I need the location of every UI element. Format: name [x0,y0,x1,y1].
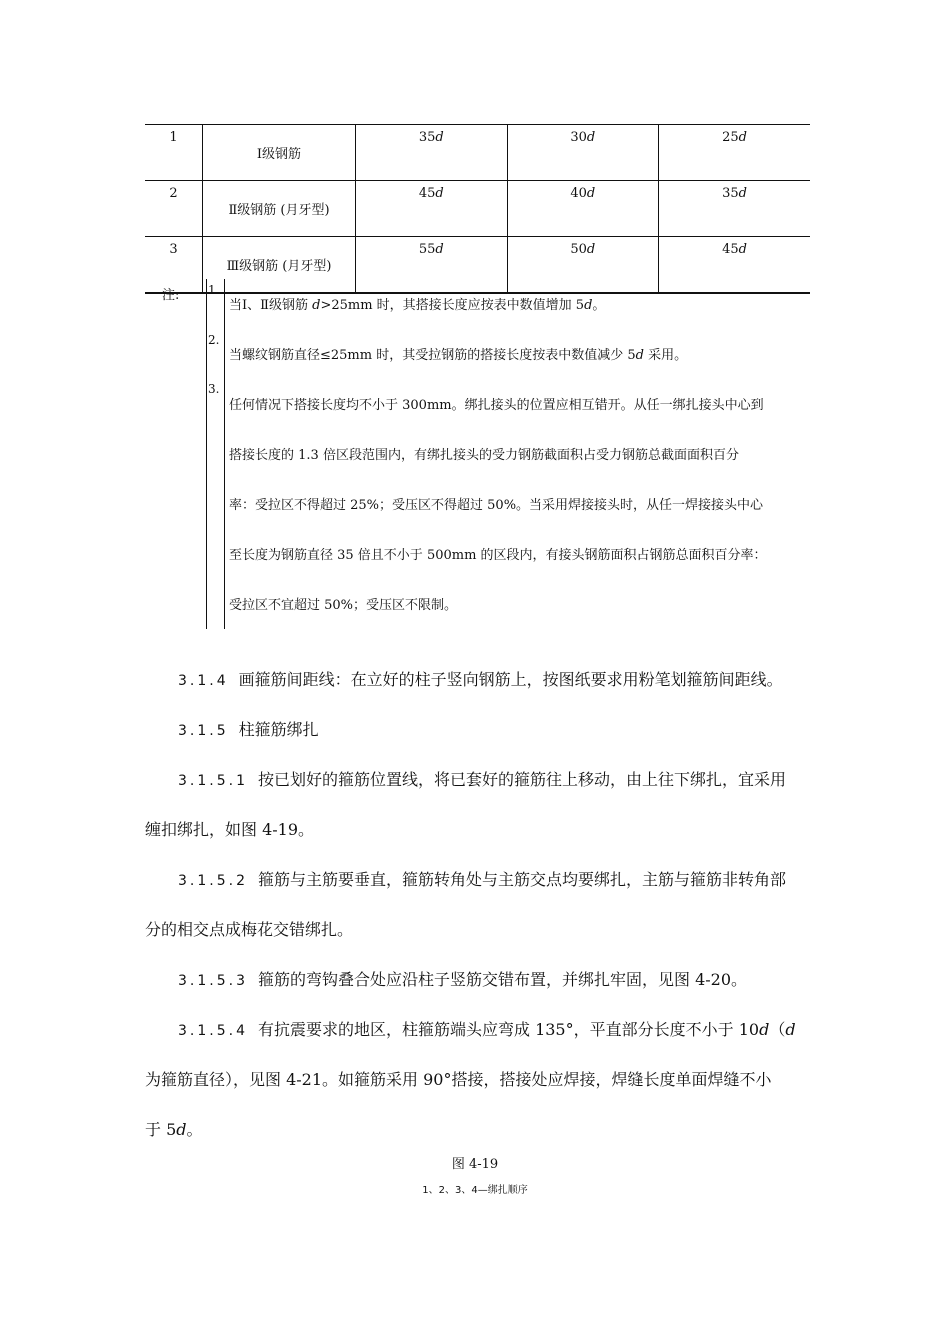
figure-title: 图 4-19 [451,1157,499,1172]
note-number: 1. [208,283,220,297]
notes-divider [206,279,207,629]
row-number: 1 [145,125,203,181]
lap-value: 35d [659,181,811,237]
note-2: 当螺纹钢筋直径≤25mm 时，其受拉钢筋的搭接长度按表中数值减少 5d 采用。 [229,348,688,363]
rebar-grade: Ⅰ级钢筋 [203,125,356,181]
lap-value: 30d [507,125,659,181]
section-3-1-5-1: 3.1.5.1 按已划好的箍筋位置线，将已套好的箍筋往上移动，由上往下绑扎，宜采用 [178,770,786,789]
lap-length-table [145,124,810,294]
lap-value: 25d [659,125,811,181]
note-3-line: 受拉区不宜超过 50%；受压区不限制。 [229,598,458,613]
note-3-line: 搭接长度的 1.3 倍区段范围内，有绑扎接头的受力钢筋截面积占受力钢筋总截面面积百分 [229,448,739,463]
lap-value: 50d [507,237,659,294]
section-3-1-5-1-cont: 缠扣绑扎，如图 4-19。 [145,820,315,839]
table-row [145,125,810,181]
section-3-1-5-3: 3.1.5.3 箍筋的弯钩叠合处应沿柱子竖筋交错布置，并绑扎牢固，见图 4-20。 [178,970,748,989]
section-3-1-5-4: 3.1.5.4 有抗震要求的地区，柱箍筋端头应弯成 135°，平直部分长度不小于 10d（d [178,1020,796,1039]
section-3-1-5-2: 3.1.5.2 箍筋与主筋要垂直，箍筋转角处与主筋交点均要绑扎，主筋与箍筋非转角部 [178,870,786,889]
lap-value: 45d [659,237,811,294]
note-number: 3. [208,382,220,396]
section-3-1-5-4-cont: 于 5d。 [145,1120,203,1139]
note-3-line: 任何情况下搭接长度均不小于 300mm。绑扎接头的位置应相互错开。从任一绑扎接头中心到 [229,398,764,413]
note-number: 2. [208,333,220,347]
table-row [145,181,810,237]
section-3-1-4: 3.1.4 画箍筋间距线：在立好的柱子竖向钢筋上，按图纸要求用粉笔划箍筋间距线。 [178,670,783,689]
rebar-grade: Ⅱ级钢筋 (月牙型) [203,181,356,237]
lap-value: 55d [356,237,508,294]
section-3-1-5: 3.1.5 柱箍筋绑扎 [178,720,319,739]
lap-value: 35d [356,125,508,181]
row-number: 3 [145,237,203,294]
table-row [145,237,810,294]
notes-divider [224,279,225,629]
figure-caption: 1、2、3、4—绑扎顺序 [422,1185,528,1196]
note-3-line: 率：受拉区不得超过 25%；受压区不得超过 50%。当采用焊接接头时，从任一焊接接头中心 [229,498,764,513]
rebar-grade: Ⅲ级钢筋 (月牙型) [203,237,356,294]
section-3-1-5-2-cont: 分的相交点成梅花交错绑扎。 [145,920,354,939]
row-number: 2 [145,181,203,237]
note-1: 当Ⅰ、Ⅱ级钢筋 d>25mm 时，其搭接长度应按表中数值增加 5d。 [229,298,606,313]
lap-value: 45d [356,181,508,237]
section-3-1-5-4-cont: 为箍筋直径），见图 4-21。如箍筋采用 90°搭接，搭接处应焊接，焊缝长度单面焊缝不小 [145,1070,772,1089]
lap-value: 40d [507,181,659,237]
note-3-line: 至长度为钢筋直径 35 倍且不小于 500mm 的区段内，有接头钢筋面积占钢筋总面积百分率： [229,548,767,563]
notes-label: 注: [162,288,180,303]
